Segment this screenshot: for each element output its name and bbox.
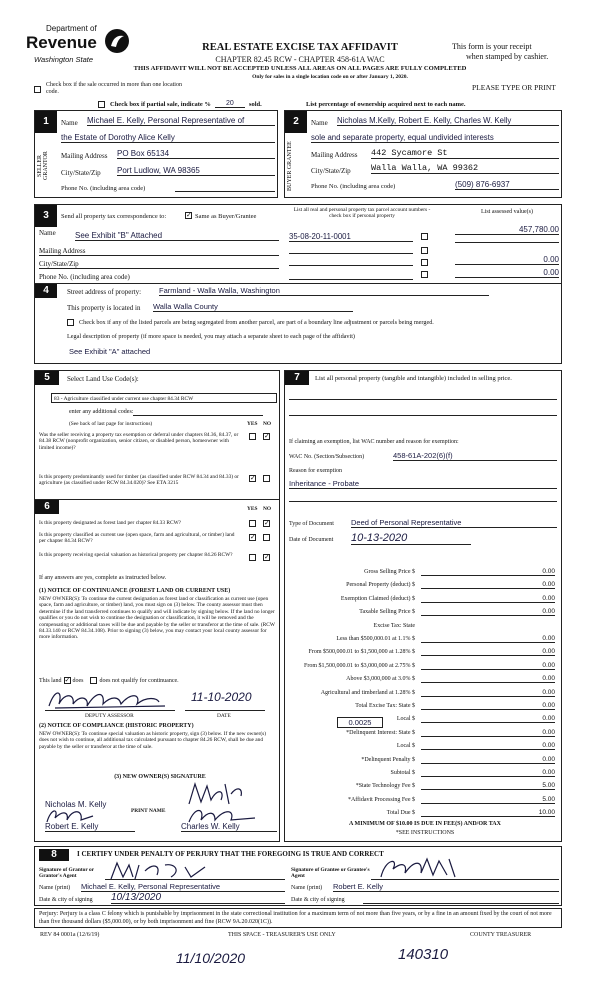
fee-value[interactable]: 5.00 <box>421 796 555 804</box>
fee-row <box>285 594 563 607</box>
fee-row <box>285 728 563 741</box>
assessed-2[interactable] <box>455 242 559 243</box>
fee-label: *Affidavit Processing Fee $ <box>347 796 415 803</box>
fee-label: Local $ <box>396 716 415 723</box>
s5-q1-no[interactable]: ✓ <box>264 432 270 440</box>
s5-yes-header: YES <box>247 421 258 427</box>
s3-name-label: Name <box>39 229 56 237</box>
reason-line-2 <box>289 501 557 502</box>
assessed-header: List assessed value(s) <box>481 209 533 215</box>
seller-city-label: City/State/Zip <box>61 169 101 177</box>
fee-row <box>285 808 563 821</box>
fee-value[interactable]: 0.00 <box>421 756 555 764</box>
fee-label: Total Due $ <box>386 810 415 817</box>
local-rate[interactable]: 0.0025 <box>337 717 383 728</box>
fee-label: From $500,000.01 to $1,500,000 at 1.28% $ <box>308 649 415 656</box>
s5-no-header: NO <box>263 421 272 427</box>
fee-label: Gross Selling Price $ <box>364 569 415 575</box>
receipt-note-2: when stamped by cashier. <box>466 52 549 61</box>
s6-no-header: NO <box>263 506 272 512</box>
fee-value[interactable]: 0.00 <box>421 581 555 589</box>
seller-phone[interactable] <box>175 191 275 192</box>
doc-date-label: Date of Document <box>289 537 334 543</box>
fee-row <box>285 795 563 808</box>
only-sales-note: Only for sales in a single location code on or after January 1, 2020. <box>252 74 408 80</box>
seller-side-label: SELLER GRANTOR <box>37 151 49 181</box>
grantee-date-label: Date & city of signing <box>291 897 345 903</box>
doc-type-label: Type of Document <box>289 521 334 527</box>
s6-q2: Is this property classified as current use (open space, farm and agricultural, or timber) land per chapter 84.34 RCW? <box>39 532 235 545</box>
s6-q1-yes[interactable] <box>249 520 256 527</box>
s3-city-label: City/State/Zip <box>39 260 79 268</box>
sig-grantor-label: Signature of Grantor or Grantor's Agent <box>39 867 94 880</box>
parcel-list-header: List all real and personal property tax parcel account numbers - check box if personal property <box>293 207 431 220</box>
s6-q3-yes[interactable] <box>249 554 256 561</box>
section-5-number: 5 <box>35 371 59 385</box>
dept-line2: Revenue <box>26 33 97 52</box>
owner-name-1: Nicholas M. Kelly <box>45 800 107 809</box>
fee-value[interactable]: 0.00 <box>421 595 555 603</box>
section-6 <box>34 500 280 842</box>
fee-row <box>285 781 563 794</box>
partial-sale-pct[interactable]: 20 <box>215 100 245 108</box>
dor-logo <box>10 24 140 70</box>
segregated-checkbox[interactable] <box>67 319 74 326</box>
section-6-number: 6 <box>35 500 59 514</box>
fee-row <box>285 621 563 634</box>
fee-row <box>285 741 563 754</box>
seller-name-2[interactable]: the Estate of Dorothy Alice Kelly <box>61 133 275 143</box>
notice2-body: NEW OWNER(S): To continue special valuation as historic property, sign (3) below. If the new owner(s) does not wish to continue, all additional tax calculated pursuant to chapter 84.26 RCW, shall be due and payable by the seller or transferor at the time of sale. <box>39 731 267 750</box>
continuance-row <box>39 677 179 684</box>
partial-sale-checkbox[interactable] <box>98 101 105 108</box>
fee-row <box>285 647 563 660</box>
buyer-phone-label: Phone No. (including area code) <box>311 183 396 190</box>
certify-statement: I CERTIFY UNDER PENALTY OF PERJURY THAT THE FOREGOING IS TRUE AND CORRECT <box>77 850 384 858</box>
owner-name-2: Robert E. Kelly <box>45 822 135 832</box>
fee-label: Above $3,000,000 at 3.0% $ <box>346 676 415 683</box>
grantee-name-label: Name (print) <box>291 885 323 891</box>
fee-label: *Delinquent Penalty $ <box>361 756 415 763</box>
fee-label: Exemption Claimed (deduct) $ <box>340 595 415 602</box>
wac-label: WAC No. (Section/Subsection) <box>289 454 365 460</box>
grantee-signature <box>375 855 485 881</box>
fee-value[interactable]: 0.00 <box>421 608 555 616</box>
s6-q3: Is this property receiving special valuation as historical property per chapter 84.26 RCW? <box>39 552 233 558</box>
s3-name[interactable]: See Exhibit "B" Attached <box>75 231 279 241</box>
additional-codes[interactable] <box>133 415 263 416</box>
receipt-note-1: This form is your receipt <box>452 42 532 51</box>
buyer-name-2[interactable]: sole and separate property, equal undivided interests <box>311 133 559 143</box>
reason[interactable]: Inheritance - Probate <box>289 479 557 489</box>
fee-value[interactable]: 0.00 <box>421 769 555 777</box>
assessor-date[interactable]: 11-10-2020 <box>191 690 252 704</box>
print-name-label: PRINT NAME <box>131 808 166 814</box>
multi-location-label: Check box if the sale occurred in more than one location code. <box>46 82 182 95</box>
fee-row <box>285 701 563 714</box>
fee-label: *State Technology Fee $ <box>355 783 415 790</box>
grantor-signature <box>105 861 235 881</box>
assessed-4[interactable]: 0.00 <box>455 268 559 278</box>
wac-number[interactable]: 458-61A-202(6)(f) <box>393 451 557 461</box>
section-7 <box>284 370 562 842</box>
fee-value[interactable]: 0.00 <box>421 702 555 710</box>
notice2-title: (2) NOTICE OF COMPLIANCE (HISTORIC PROPERTY) <box>39 723 194 729</box>
seller-address-label: Mailing Address <box>61 152 108 160</box>
s6-q1: Is this property designated as forest land per chapter 84.33 RCW? <box>39 520 182 526</box>
personal-property-line-2[interactable] <box>289 415 557 416</box>
fee-row <box>285 580 563 593</box>
s5-q1: Was the seller receiving a property tax exemption or deferral under chapters 84.36, 84.37, or 84.38 RCW (nonprofit organization, senior citizen, or disabled person, homeowner with limited income)? <box>39 432 239 451</box>
date-line <box>185 710 265 711</box>
s5-q2-yes[interactable]: ✓ <box>250 474 256 482</box>
deputy-label: DEPUTY ASSESSOR <box>85 713 134 719</box>
fee-row <box>285 661 563 674</box>
parcel-3-checkbox[interactable] <box>421 259 428 266</box>
fee-value[interactable]: 5.00 <box>421 782 555 790</box>
buyer-address[interactable]: 442 Sycamore St <box>371 148 559 159</box>
section-1-number: 1 <box>35 111 57 133</box>
fee-value[interactable]: 0.00 <box>421 662 555 670</box>
buyer-section <box>284 110 562 198</box>
buyer-phone[interactable]: (509) 876-6937 <box>455 180 559 190</box>
s5-q2: Is this property predominantly used for timber (as classified under RCW 84.34 and 84.33) or agriculture (as classified under RCW 84.34.020)? See ETA 3215 <box>39 474 239 487</box>
buyer-name-1[interactable]: Nicholas M.Kelly, Robert E. Kelly, Charles W. Kelly <box>337 116 559 126</box>
form-chapter: CHAPTER 82.45 RCW - CHAPTER 458-61A WAC <box>215 55 385 64</box>
form-title: REAL ESTATE EXCISE TAX AFFIDAVIT <box>202 42 398 53</box>
fee-row <box>285 755 563 768</box>
dor-logo-icon <box>104 28 130 54</box>
fee-value[interactable]: 0.00 <box>421 568 555 576</box>
form-id: REV 84 0001a (12/6/19) <box>40 932 100 938</box>
same-as-buyer-checkbox[interactable]: ✓ <box>186 211 192 219</box>
multi-location-checkbox[interactable] <box>34 86 41 93</box>
fee-row <box>285 607 563 620</box>
new-owner-sig-label: (3) NEW OWNER(S) SIGNATURE <box>114 774 206 780</box>
notice1-body: NEW OWNER(S): To continue the current designation as forest land or classification as current use (open space, farm and agriculture, or timber) land, you must sign on (3) below. The county assessor must then determine if the land transferred continues to qualify and will indicate by signing below. If the land no longer qualifies or you do not wish to continue the designation or classification, it will be removed and the compensating or additional taxes will be due and payable by the seller or transferor at the time of sale. (RCW 84.33.140 or RCW 84.34.108). Prior to signing (3) below, you may contact your local county assessor for more information. <box>39 596 275 641</box>
sig-grantee-label: Signature of Grantee or Grantee's Agent <box>291 867 370 880</box>
buyer-name-label: Name <box>311 119 328 127</box>
fee-value[interactable]: 0.00 <box>421 729 555 737</box>
land-use-code[interactable]: 83 - Agriculture classified under current use chapter 84.34 RCW <box>51 393 277 403</box>
see-instructions: *SEE INSTRUCTIONS <box>395 830 455 836</box>
form-warning: THIS AFFIDAVIT WILL NOT BE ACCEPTED UNLESS ALL AREAS ON ALL PAGES ARE FULLY COMPLETED <box>133 65 467 72</box>
buyer-side-label: BUYER GRANTEE <box>287 141 293 191</box>
does-checkbox[interactable]: ✓ <box>64 676 71 684</box>
claim-label: If claiming an exemption, list WAC number and reason for exemption: <box>289 439 459 445</box>
s6-q2-yes[interactable]: ✓ <box>250 533 256 541</box>
seller-name-label: Name <box>61 119 78 127</box>
buyer-city-label: City/State/Zip <box>311 167 351 175</box>
street-address[interactable]: Farmland - Walla Walla, Washington <box>159 286 489 296</box>
notice1-title: (1) NOTICE OF CONTINUANCE (FOREST LAND OR CURRENT USE) <box>39 588 231 594</box>
fee-value[interactable]: 0.00 <box>421 675 555 683</box>
fee-label: Personal Property (deduct) $ <box>346 582 415 589</box>
segregated-label: Check box if any of the listed parcels are being segregated from another parcel, are part of a boundary line adjustment or parcels being merged. <box>79 319 434 326</box>
perjury-notice: Perjury: Perjury is a class C felony which is punishable by imprisonment in the state correctional institution for a maximum term of not more than five years, or by a fine in an amount fixed by the court of not more than five thousand dollars ($5,000.00), or by both imprisonment and fine (RCW 9A.20.020(1C)). <box>34 908 562 928</box>
seller-address[interactable]: PO Box 65134 <box>117 149 275 159</box>
date-label: DATE <box>217 713 231 719</box>
fee-label: *Delinquent Interest: State $ <box>346 729 415 736</box>
partial-sale-sold: sold. <box>248 100 262 108</box>
type-or-print: PLEASE TYPE OR PRINT <box>472 83 556 92</box>
parcel-1[interactable]: 35-08-20-11-0001 <box>289 232 413 242</box>
seller-name-1[interactable]: Michael E. Kelly, Personal Representative of <box>87 116 275 126</box>
s6-yes-header: YES <box>247 506 258 512</box>
section-7-number: 7 <box>285 371 309 385</box>
seller-city[interactable]: Port Ludlow, WA 98365 <box>117 166 275 176</box>
assessed-3[interactable]: 0.00 <box>455 255 559 265</box>
grantor-sig-line <box>105 879 285 880</box>
s3-city[interactable] <box>39 268 279 269</box>
this-land-label: This land <box>39 677 62 684</box>
fee-value[interactable]: 0.00 <box>421 715 555 723</box>
buyer-city[interactable]: Walla Walla, WA 99362 <box>371 163 559 174</box>
fee-value[interactable]: 10.00 <box>421 809 555 817</box>
fee-label: Less than $500,000.01 at 1.1% $ <box>336 636 415 642</box>
dept-line1: Department of <box>46 24 97 33</box>
personal-property-line-1[interactable] <box>289 399 557 400</box>
dept-line3: Washington State <box>34 55 94 64</box>
legal-label: Legal description of property (if more space is needed, you may attach a separate sheet to each page of the affidavit) <box>67 333 355 340</box>
located-county[interactable]: Walla Walla County <box>153 302 353 312</box>
section-3-number: 3 <box>35 205 57 227</box>
grantor-date-label: Date & city of signing <box>39 897 93 903</box>
fee-label: Excise Tax: State <box>373 622 415 629</box>
parcel-2[interactable] <box>289 253 413 254</box>
fee-row <box>285 634 563 647</box>
s6-q3-no[interactable]: ✓ <box>264 553 270 561</box>
s3-phone-label: Phone No. (including area code) <box>39 273 130 281</box>
fee-value[interactable]: 0.00 <box>421 742 555 750</box>
fee-row <box>285 768 563 781</box>
legal-description[interactable]: See Exhibit "A" attached <box>69 347 151 356</box>
land-use-label: Select Land Use Code(s): <box>67 375 139 383</box>
reason-label: Reason for exemption <box>289 468 342 474</box>
fee-label: Taxable Selling Price $ <box>359 609 415 616</box>
fee-label: From $1,500,000.01 to $3,000,000 at 2.75% $ <box>304 662 415 669</box>
s5-q1-yes[interactable] <box>249 433 256 440</box>
partial-sale-row <box>98 100 262 108</box>
located-label: This property is located in <box>67 304 141 312</box>
fee-label: Agricultural and timberland at 1.28% $ <box>320 689 415 696</box>
additional-codes-label: enter any additional codes: <box>69 409 134 415</box>
section-3 <box>34 204 562 284</box>
grantor-date[interactable]: 10/13/2020 <box>111 892 285 904</box>
assessor-signature <box>45 686 195 712</box>
fee-value[interactable]: 0.00 <box>421 648 555 656</box>
owner-name-3: Charles W. Kelly <box>181 822 277 832</box>
seller-phone-label: Phone No. (including area code) <box>61 185 146 192</box>
does-not-label: does not qualify for continuance. <box>99 677 179 684</box>
stamp-date: 11/10/2020 <box>176 950 246 966</box>
fee-label: Total Excise Tax: State $ <box>355 703 415 709</box>
fee-label: Local $ <box>396 743 415 750</box>
grantee-sig-line <box>371 879 559 880</box>
see-back-note: (See back of last page for instructions) <box>69 421 153 427</box>
parcel-3[interactable] <box>289 265 413 266</box>
receipt-number: 140310 <box>398 946 449 963</box>
seller-section <box>34 110 278 198</box>
s3-mailing[interactable] <box>39 255 279 256</box>
fee-row <box>285 567 563 580</box>
parcel-2-checkbox[interactable] <box>421 247 428 254</box>
treasurer-use: THIS SPACE - TREASURER'S USE ONLY <box>228 932 336 938</box>
county-treasurer: COUNTY TREASURER <box>470 932 532 938</box>
parcel-1-checkbox[interactable] <box>421 233 428 240</box>
fee-value[interactable]: 0.00 <box>421 689 555 697</box>
fee-row <box>285 714 563 727</box>
multi-location-row <box>34 82 204 96</box>
does-not-checkbox[interactable] <box>90 677 97 684</box>
doc-date[interactable]: 10-13-2020 <box>351 532 471 545</box>
fee-row <box>285 688 563 701</box>
section-2-number: 2 <box>285 111 307 133</box>
section-8-number: 8 <box>39 849 69 861</box>
assessed-1[interactable]: 457,780.00 <box>455 225 559 235</box>
s6-q2-no[interactable] <box>263 534 270 541</box>
street-label: Street address of property: <box>67 288 142 296</box>
grantor-name[interactable]: Michael E. Kelly, Personal Representative <box>81 882 285 892</box>
deputy-line <box>45 710 175 711</box>
send-correspondence-label: Send all property tax correspondence to: <box>61 213 167 220</box>
section-4 <box>34 284 562 364</box>
fee-value[interactable]: 0.00 <box>421 635 555 643</box>
parcel-4[interactable] <box>289 279 413 280</box>
s6-q1-no[interactable]: ✓ <box>264 519 270 527</box>
section-4-number: 4 <box>35 284 57 298</box>
partial-sale-label: Check box if partial sale, indicate % <box>110 100 211 108</box>
grantor-name-label: Name (print) <box>39 885 71 891</box>
buyer-address-label: Mailing Address <box>311 151 358 159</box>
s6-if-yes: If any answers are yes, complete as instructed below. <box>39 575 167 581</box>
parcel-4-checkbox[interactable] <box>421 271 428 278</box>
does-label: does <box>72 677 84 684</box>
fee-row <box>285 674 563 687</box>
minimum-fee-note: A MINIMUM OF $10.00 IS DUE IN FEE(S) AND/OR TAX <box>349 821 501 827</box>
fee-label: Subtotal $ <box>390 770 415 776</box>
section-5 <box>34 370 280 500</box>
doc-type[interactable]: Deed of Personal Representative <box>351 518 557 528</box>
grantee-date[interactable] <box>363 903 559 904</box>
list-personal-label: List all personal property (tangible and intangible) included in selling price. <box>315 375 512 382</box>
grantee-name[interactable]: Robert E. Kelly <box>333 882 559 892</box>
same-as-buyer-label: Same as Buyer/Grantee <box>195 213 257 220</box>
s5-q2-no[interactable] <box>263 475 270 482</box>
s3-mailing-label: Mailing Address <box>39 247 86 255</box>
section-8 <box>34 846 562 906</box>
ownership-note: List percentage of ownership acquired next to each name. <box>306 101 466 108</box>
